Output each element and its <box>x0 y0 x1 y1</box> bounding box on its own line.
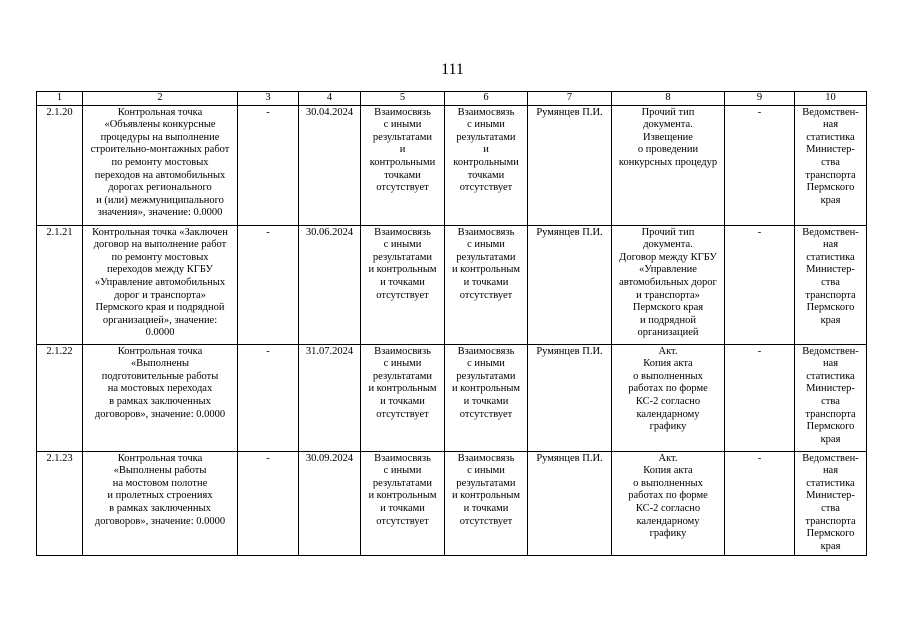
information-source-cell-line: Министер- <box>806 144 855 156</box>
control-point-name-cell-line: на мостовых переходах <box>107 383 213 395</box>
relation-cell-line: Взаимосвязь <box>457 345 515 357</box>
control-points-table <box>36 91 867 556</box>
document-type-cell-line: Прочий тип <box>641 106 695 118</box>
relation-cell-line: отсутствует <box>376 408 429 420</box>
relation-cell-line: с иными <box>467 358 505 370</box>
relation-cell-line: отсутствует <box>459 408 513 420</box>
responsible-cell: Румянцев П.И. <box>528 344 612 451</box>
table-header-row <box>37 92 867 106</box>
control-point-name-cell-line: строительно-монтажных работ <box>90 144 230 156</box>
relation-cell-line: отсутствует <box>376 289 429 301</box>
information-source-cell-line: ства <box>821 276 840 288</box>
information-source-cell-line: транспорта <box>805 515 856 527</box>
information-source-cell-line: ная <box>822 358 839 370</box>
document-type-cell-line: Копия акта <box>643 465 693 477</box>
control-point-name-cell-line: дорогах регионального <box>108 182 212 194</box>
relation-cell-line: отсутствует <box>376 515 429 527</box>
responsible-cell: Румянцев П.И. <box>528 105 612 225</box>
document-type-cell-line: Извещение <box>643 131 693 143</box>
relation-cell-line: результатами <box>372 131 433 143</box>
relation-cell-line: Взаимосвязь <box>374 345 431 357</box>
relation-cell <box>445 451 528 555</box>
control-point-name-cell-line: по ремонту мостовых <box>111 251 209 263</box>
document-type-cell-line: «Управление <box>639 264 697 276</box>
relation-cell-line: результатами <box>372 370 433 382</box>
document-type-cell-line: Копия акта <box>643 358 693 370</box>
deadline-date-cell: 31.07.2024 <box>299 344 361 451</box>
document-type-cell-line: и подрядной <box>639 314 697 326</box>
control-point-name-cell <box>83 451 238 555</box>
information-source-cell-line: Ведомствен- <box>802 452 859 464</box>
document-type-cell-line: организацией <box>637 327 699 339</box>
document-type-cell-line: автомобильных дорог <box>619 276 717 288</box>
document-type-cell-line: календарному <box>636 408 700 420</box>
document-type-cell-line: Прочий тип <box>641 226 695 238</box>
relation-cell-line: результатами <box>372 251 433 263</box>
document-type-cell <box>612 344 725 451</box>
document-type-cell-line: конкурсных процедур <box>618 156 718 168</box>
information-source-cell-line: ства <box>821 395 840 407</box>
relation-cell-line: и контрольным <box>368 490 437 502</box>
control-point-name-cell-line: Контрольная точка <box>117 452 203 464</box>
information-source-cell-line: Ведомствен- <box>802 226 859 238</box>
information-source-cell <box>795 344 867 451</box>
relation-cell-line: результатами <box>456 131 516 143</box>
column-header: 7 <box>528 92 612 106</box>
relation-cell-line: с иными <box>383 239 422 251</box>
row-number-cell: 2.1.22 <box>37 344 83 451</box>
information-source-cell-line: ная <box>822 239 839 251</box>
control-point-name-cell-line: и пролетных строениях <box>107 490 213 502</box>
control-point-name-cell <box>83 225 238 344</box>
column-header: 10 <box>795 92 867 106</box>
table-row <box>37 225 867 344</box>
responsible-cell: Румянцев П.И. <box>528 451 612 555</box>
relation-cell <box>445 344 528 451</box>
document-type-cell-line: документа. <box>643 119 693 131</box>
column-9-cell: - <box>725 105 795 225</box>
control-point-name-cell-line: 0.0000 <box>145 327 175 339</box>
control-point-name-cell-line: Контрольная точка «Заключен <box>92 226 228 238</box>
document-type-cell-line: работах по форме <box>628 383 708 395</box>
column-header: 5 <box>361 92 445 106</box>
table-row <box>37 344 867 451</box>
relation-cell-line: результатами <box>456 477 516 489</box>
control-point-name-cell-line: договоров», значение: 0.0000 <box>94 408 226 420</box>
control-point-name-cell-line: Контрольная точка <box>117 345 203 357</box>
relation-cell-line: и точками <box>380 502 425 514</box>
relation-cell-line: контрольными <box>453 156 519 168</box>
control-point-name-cell-line: переходов между КГБУ <box>107 264 213 276</box>
deadline-date-cell: 30.09.2024 <box>299 451 361 555</box>
document-type-cell-line: календарному <box>636 515 700 527</box>
document-type-cell-line: графику <box>649 421 687 433</box>
row-number-cell: 2.1.23 <box>37 451 83 555</box>
relation-cell-line: и контрольным <box>368 383 437 395</box>
control-point-name-cell-line: и (или) межмуниципального <box>96 194 224 206</box>
relation-cell-line: с иными <box>467 119 505 131</box>
information-source-cell <box>795 225 867 344</box>
control-point-name-cell <box>83 344 238 451</box>
information-source-cell-line: статистика <box>806 251 855 263</box>
information-source-cell-line: края <box>820 194 841 206</box>
relation-cell-line: с иными <box>383 465 422 477</box>
information-source-cell-line: статистика <box>806 477 855 489</box>
relation-cell-line: с иными <box>383 119 422 131</box>
control-point-name-cell <box>83 105 238 225</box>
relation-cell-line: с иными <box>467 465 505 477</box>
column-header: 9 <box>725 92 795 106</box>
relation-cell-line: отсутствует <box>459 289 513 301</box>
column-3-cell: - <box>238 105 299 225</box>
control-point-name-cell-line: Пермского края и подрядной <box>95 302 225 314</box>
information-source-cell-line: ная <box>822 119 839 131</box>
control-point-name-cell-line: в рамках заключенных <box>109 502 211 514</box>
control-point-name-cell-line: в рамках заключенных <box>109 395 211 407</box>
information-source-cell-line: Пермского <box>806 182 855 194</box>
information-source-cell-line: Ведомствен- <box>802 106 859 118</box>
page-number: 111 <box>441 61 464 78</box>
document-type-cell-line: КС-2 согласно <box>635 502 701 514</box>
relation-cell-line: и точками <box>463 502 509 514</box>
relation-cell-line: результатами <box>456 251 516 263</box>
relation-cell-line: контрольными <box>369 156 436 168</box>
relation-cell-line: и контрольным <box>451 264 521 276</box>
column-9-cell: - <box>725 451 795 555</box>
relation-cell-line: Взаимосвязь <box>374 226 431 238</box>
information-source-cell-line: Ведомствен- <box>802 345 859 357</box>
relation-cell-line: и <box>483 144 489 156</box>
information-source-cell-line: транспорта <box>805 169 856 181</box>
relation-cell <box>361 225 445 344</box>
document-type-cell <box>612 105 725 225</box>
relation-cell <box>361 105 445 225</box>
document-type-cell-line: и транспорта» <box>636 289 700 301</box>
information-source-cell-line: края <box>820 314 841 326</box>
relation-cell-line: и контрольным <box>451 383 521 395</box>
row-number-cell: 2.1.21 <box>37 225 83 344</box>
relation-cell <box>445 105 528 225</box>
relation-cell-line: Взаимосвязь <box>374 106 431 118</box>
column-9-cell: - <box>725 225 795 344</box>
document-type-cell-line: КС-2 согласно <box>635 395 701 407</box>
document-type-cell-line: Пермского края <box>632 302 704 314</box>
document-type-cell <box>612 225 725 344</box>
row-number-cell: 2.1.20 <box>37 105 83 225</box>
column-header: 2 <box>83 92 238 106</box>
information-source-cell-line: статистика <box>806 131 855 143</box>
control-point-name-cell-line: «Управление автомобильных <box>94 276 226 288</box>
information-source-cell-line: ная <box>822 465 839 477</box>
relation-cell-line: результатами <box>456 370 516 382</box>
control-point-name-cell-line: «Объявлены конкурсные <box>104 119 216 131</box>
column-header: 4 <box>299 92 361 106</box>
column-header: 8 <box>612 92 725 106</box>
relation-cell-line: и точками <box>463 395 509 407</box>
responsible-cell: Румянцев П.И. <box>528 225 612 344</box>
control-point-name-cell-line: значения», значение: 0.0000 <box>97 207 223 219</box>
document-type-cell-line: документа. <box>643 239 693 251</box>
document-type-cell-line: Договор между КГБУ <box>619 251 717 263</box>
control-point-name-cell-line: договор на выполнение работ <box>93 239 227 251</box>
column-9-cell: - <box>725 344 795 451</box>
column-header: 3 <box>238 92 299 106</box>
column-3-cell: - <box>238 225 299 344</box>
deadline-date-cell: 30.06.2024 <box>299 225 361 344</box>
relation-cell-line: Взаимосвязь <box>457 106 515 118</box>
information-source-cell-line: Пермского <box>806 528 855 540</box>
relation-cell-line: с иными <box>467 239 505 251</box>
document-type-cell-line: Акт. <box>658 345 678 357</box>
control-point-name-cell-line: «Выполнены работы <box>113 465 207 477</box>
document-type-cell-line: о проведении <box>637 144 699 156</box>
relation-cell-line: отсутствует <box>376 182 429 194</box>
column-3-cell: - <box>238 451 299 555</box>
table-row <box>37 451 867 555</box>
information-source-cell-line: Министер- <box>806 490 855 502</box>
relation-cell-line: точками <box>384 169 421 181</box>
document-type-cell-line: о выполненных <box>633 477 703 489</box>
control-point-name-cell-line: по ремонту мостовых <box>111 156 209 168</box>
control-point-name-cell-line: на мостовом полотне <box>112 477 208 489</box>
information-source-cell <box>795 451 867 555</box>
relation-cell-line: и контрольным <box>451 490 521 502</box>
information-source-cell-line: Пермского <box>806 302 855 314</box>
relation-cell-line: и точками <box>380 395 425 407</box>
information-source-cell-line: Пермского <box>806 421 855 433</box>
information-source-cell-line: Министер- <box>806 264 855 276</box>
table-row <box>37 105 867 225</box>
deadline-date-cell: 30.04.2024 <box>299 105 361 225</box>
document-type-cell-line: графику <box>649 528 687 540</box>
information-source-cell-line: транспорта <box>805 408 856 420</box>
information-source-cell-line: статистика <box>806 370 855 382</box>
document-type-cell-line: работах по форме <box>628 490 708 502</box>
information-source-cell <box>795 105 867 225</box>
document-type-cell <box>612 451 725 555</box>
column-header: 6 <box>445 92 528 106</box>
relation-cell-line: и <box>399 144 406 156</box>
control-point-name-cell-line: организацией», значение: <box>102 314 218 326</box>
relation-cell-line: Взаимосвязь <box>457 452 515 464</box>
control-point-name-cell-line: подготовительные работы <box>101 370 219 382</box>
relation-cell-line: Взаимосвязь <box>457 226 515 238</box>
relation-cell-line: и контрольным <box>368 264 437 276</box>
relation-cell-line: и точками <box>380 276 425 288</box>
relation-cell-line: отсутствует <box>459 515 513 527</box>
control-point-name-cell-line: дорог и транспорта» <box>114 289 206 301</box>
relation-cell-line: Взаимосвязь <box>374 452 431 464</box>
information-source-cell-line: транспорта <box>805 289 856 301</box>
control-point-name-cell-line: переходов на автомобильных <box>94 169 226 181</box>
control-point-name-cell-line: «Выполнены <box>130 358 190 370</box>
control-point-name-cell-line: Контрольная точка <box>117 106 203 118</box>
relation-cell <box>361 344 445 451</box>
table-body <box>37 105 867 555</box>
relation-cell <box>445 225 528 344</box>
document-type-cell-line: о выполненных <box>633 370 703 382</box>
column-3-cell: - <box>238 344 299 451</box>
information-source-cell-line: ства <box>821 502 840 514</box>
control-point-name-cell-line: процедуры на выполнение <box>100 131 220 143</box>
column-header: 1 <box>37 92 83 106</box>
relation-cell-line: результатами <box>372 477 433 489</box>
information-source-cell-line: края <box>820 540 841 552</box>
control-point-name-cell-line: договоров», значение: 0.0000 <box>94 515 226 527</box>
relation-cell-line: точками <box>467 169 505 181</box>
information-source-cell-line: Министер- <box>806 383 855 395</box>
information-source-cell-line: ства <box>821 156 840 168</box>
relation-cell-line: отсутствует <box>459 182 513 194</box>
information-source-cell-line: края <box>820 433 841 445</box>
relation-cell-line: и точками <box>463 276 509 288</box>
relation-cell <box>361 451 445 555</box>
document-type-cell-line: Акт. <box>658 452 678 464</box>
relation-cell-line: с иными <box>383 358 422 370</box>
